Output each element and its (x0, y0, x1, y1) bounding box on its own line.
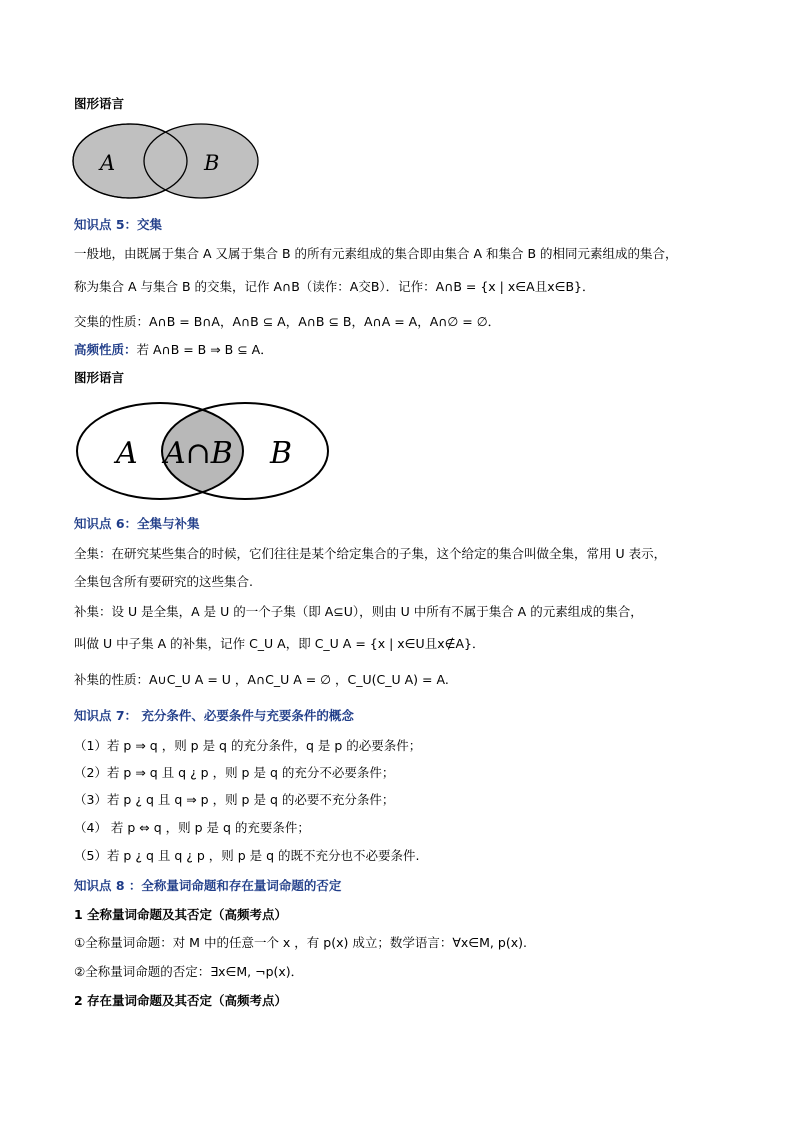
kp5-line-2: 称为集合 A 与集合 B 的交集，记作 A∩B（读作：A交B）．记作：A∩B = {x | x∈A且x∈B}． (74, 279, 595, 294)
kp6-properties: 补集的性质：A∪C_U A = U ，A∩C_U A = ∅ ，C_U(C_U A) = A. (74, 672, 449, 687)
kp6-heading: 知识点 6：全集与补集 (74, 516, 200, 531)
kp6-line-4: 叫做 U 中子集 A 的补集，记作 C_U A，即 C_U A = {x | x∈U且x∉A}． (74, 636, 485, 651)
kp7-item-5: （5）若 p ¿ q 且 q ¿ p ，则 p 是 q 的既不充分也不必要条件. (74, 848, 420, 863)
kp6-line-3: 补集：设 U 是全集，A 是 U 的一个子集（即 A⊆U），则由 U 中所有不属于集合 A 的元素组成的集合， (74, 604, 643, 619)
kp5-heading: 知识点 5：交集 (74, 217, 163, 232)
kp7-heading: 知识点 7： 充分条件、必要条件与充要条件的概念 (74, 708, 354, 723)
kp7-item-4: （4） 若 p ⇔ q ，则 p 是 q 的充要条件； (74, 820, 310, 835)
kp7-item-2: （2）若 p ⇒ q 且 q ¿ p ，则 p 是 q 的充分不必要条件； (74, 765, 395, 780)
venn2-label-a: A (116, 436, 138, 471)
kp5-line-1: 一般地，由既属于集合 A 又属于集合 B 的所有元素组成的集合即由集合 A 和集合 B 的相同元素组成的集合， (74, 246, 678, 261)
figure-label-2: 图形语言 (74, 370, 125, 385)
kp8-subheading-1: 1 全称量词命题及其否定（高频考点） (74, 907, 288, 922)
figure-label-1: 图形语言 (74, 96, 125, 111)
venn-diagram-union (72, 122, 262, 200)
kp6-line-1: 全集：在研究某些集合的时候，它们往往是某个给定集合的子集，这个给定的集合叫做全集，常用 U 表示， (74, 546, 667, 561)
kp5-properties: 交集的性质：A∩B = B∩A，A∩B ⊆ A，A∩B ⊆ B，A∩A = A，A∩∅ = ∅． (74, 314, 501, 329)
kp8-subheading-2: 2 存在量词命题及其否定（高频考点） (74, 993, 288, 1008)
kp8-content-2: ②全称量词命题的否定：∃x∈M, ¬p(x)． (74, 964, 304, 979)
kp7-item-1: （1）若 p ⇒ q ，则 p 是 q 的充分条件，q 是 p 的必要条件； (74, 738, 422, 753)
kp5-high-freq-label: 高频性质： (74, 342, 137, 357)
kp7-item-3: （3）若 p ¿ q 且 q ⇒ p ，则 p 是 q 的必要不充分条件； (74, 792, 395, 807)
venn1-label-b: B (204, 151, 220, 175)
kp8-content-1: ①全称量词命题：对 M 中的任意一个 x ，有 p(x) 成立；数学语言：∀x∈M, p(x). (74, 935, 527, 950)
venn-diagram-intersection (72, 399, 334, 503)
venn2-label-b: B (270, 436, 293, 471)
kp6-line-2: 全集包含所有要研究的这些集合. (74, 574, 253, 589)
kp8-heading: 知识点 8 ：全称量词命题和存在量词命题的否定 (74, 878, 342, 893)
kp5-high-freq-text: 若 A∩B = B ⇒ B ⊆ A． (136, 342, 273, 357)
venn1-label-a: A (100, 151, 116, 175)
kp5-high-freq (74, 342, 273, 358)
venn2-label-intersection: A∩B (164, 436, 233, 471)
